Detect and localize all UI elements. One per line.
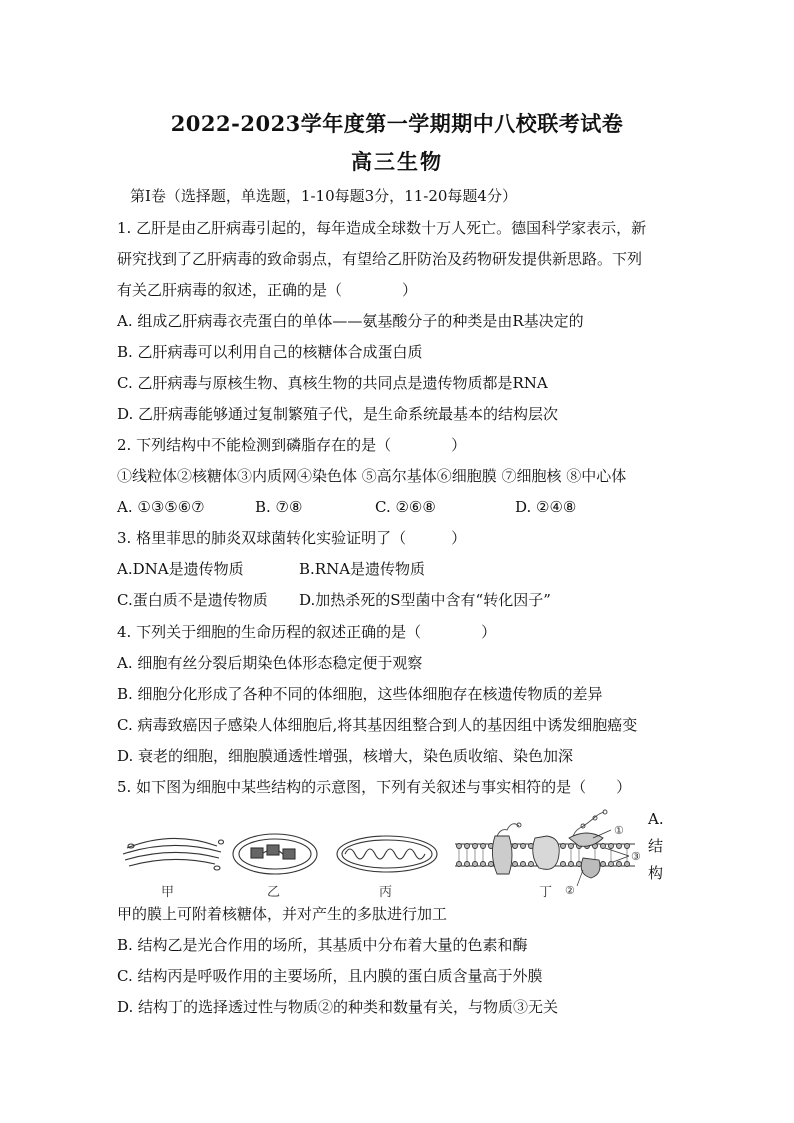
structure-yi-chloroplast — [233, 834, 317, 874]
q5-option-b: B. 结构乙是光合作用的场所，其基质中分布着大量的色素和酶 — [117, 936, 528, 954]
structure-ding-membrane — [455, 810, 635, 886]
q5-option-d: D. 结构丁的选择透过性与物质②的种类和数量有关，与物质③无关 — [117, 998, 559, 1016]
q4-option-d: D. 衰老的细胞，细胞膜通透性增强，核增大，染色质收缩、染色加深 — [117, 747, 574, 765]
section-note: 第Ⅰ卷（选择题，单选题，1-10每题3分，11-20每题4分） — [130, 187, 517, 205]
q3-options-row-1 — [117, 559, 677, 579]
q1-stem-line-2: 研究找到了乙肝病毒的致命弱点，有望给乙肝防治及药物研发提供新思路。下列 — [117, 250, 643, 268]
q3-options-row-2 — [117, 590, 677, 610]
q3-option-d: D.加热杀死的S型菌中含有“转化因子” — [299, 591, 551, 609]
q2-stem: 2. 下列结构中不能检测到磷脂存在的是（ ） — [117, 436, 467, 454]
q4-option-c: C. 病毒致癌因子感染人体细胞后,将其基因组整合到人的基因组中诱发细胞癌变 — [117, 716, 638, 734]
q3-stem: 3. 格里菲思的肺炎双球菌转化实验证明了（ ） — [117, 529, 467, 547]
q1-stem-line-1: 1. 乙肝是由乙肝病毒引起的，每年造成全球数十万人死亡。德国科学家表示，新 — [117, 219, 647, 237]
q2-option-a: A. ①③⑤⑥⑦ — [117, 498, 205, 516]
exam-subject: 高三生物 — [351, 149, 443, 174]
membrane-label-3: ③ — [631, 850, 641, 863]
q2-option-c: C. ②⑥⑧ — [375, 498, 436, 516]
q4-option-a: A. 细胞有丝分裂后期染色体形态稳定便于观察 — [117, 654, 423, 672]
label-jia: 甲 — [161, 885, 175, 898]
q1-stem-line-3: 有关乙肝病毒的叙述，正确的是（ ） — [117, 281, 418, 299]
q2-option-d: D. ②④⑧ — [515, 498, 577, 516]
q1-option-d: D. 乙肝病毒能够通过复制繁殖子代，是生命系统最基本的结构层次 — [117, 405, 559, 423]
membrane-label-2: ② — [565, 884, 575, 897]
q5-side-text — [648, 806, 664, 887]
label-ding: 丁 — [539, 885, 553, 898]
q3-option-a: A.DNA是遗传物质 — [117, 560, 244, 578]
q2-options-row — [117, 497, 677, 517]
label-bing: 丙 — [379, 885, 393, 898]
label-yi: 乙 — [267, 885, 281, 898]
q3-option-c: C.蛋白质不是遗传物质 — [117, 591, 268, 609]
q1-option-b: B. 乙肝病毒可以利用自己的核糖体合成蛋白质 — [117, 343, 423, 361]
q1-option-a: A. 组成乙肝病毒衣壳蛋白的单体——氨基酸分子的种类是由R基决定的 — [117, 312, 584, 330]
q3-option-b: B.RNA是遗传物质 — [299, 560, 426, 578]
exam-title: 2022-2023学年度第一学期期中八校联考试卷 — [170, 111, 624, 136]
cell-structures-figure — [117, 808, 677, 898]
structure-jia-golgi — [123, 838, 224, 870]
q5-stem: 5. 如下图为细胞中某些结构的示意图，下列有关叙述与事实相符的是（ ） — [117, 778, 632, 796]
q5-side-gou: 构 — [648, 864, 664, 882]
structure-bing-mitochondrion — [337, 836, 437, 872]
q4-option-b: B. 细胞分化形成了各种不同的体细胞，这些体细胞存在核遗传物质的差异 — [117, 685, 603, 703]
membrane-label-1: ① — [614, 824, 624, 837]
q5-option-c: C. 结构丙是呼吸作用的主要场所，且内膜的蛋白质含量高于外膜 — [117, 967, 543, 985]
q4-stem: 4. 下列关于细胞的生命历程的叙述正确的是（ ） — [117, 623, 497, 641]
q5-option-a-cont: 甲的膜上可附着核糖体，并对产生的多肽进行加工 — [117, 905, 448, 923]
q5-side-a: A. — [648, 810, 664, 828]
q2-items: ①线粒体②核糖体③内质网④染色体 ⑤高尔基体⑥细胞膜 ⑦细胞核 ⑧中心体 — [117, 467, 627, 485]
q1-option-c: C. 乙肝病毒与原核生物、真核生物的共同点是遗传物质都是RNA — [117, 374, 548, 392]
q2-option-b: B. ⑦⑧ — [255, 498, 303, 516]
q5-side-jie: 结 — [648, 837, 664, 855]
